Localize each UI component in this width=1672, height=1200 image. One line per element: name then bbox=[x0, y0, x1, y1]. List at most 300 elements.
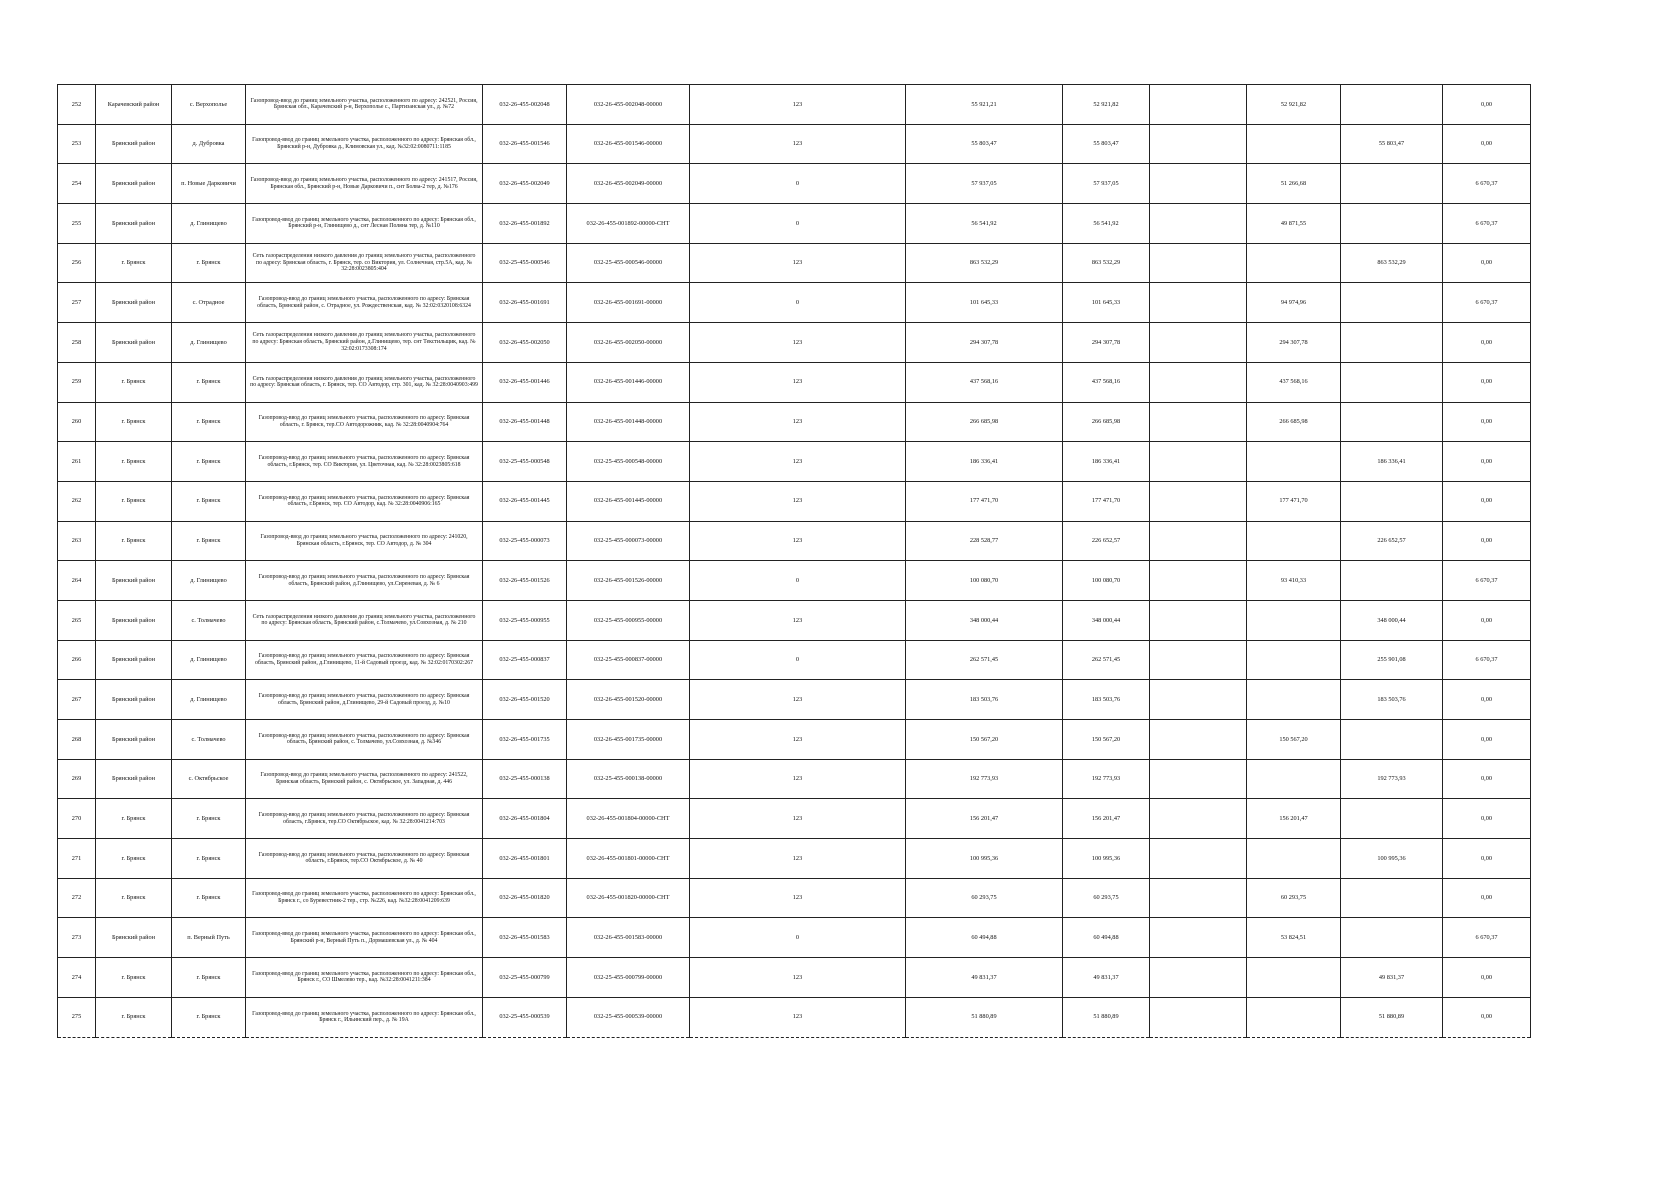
amount-source-a-cell: 51 266,68 bbox=[1247, 164, 1341, 204]
district-cell: г. Брянск bbox=[96, 997, 172, 1037]
row-number: 252 bbox=[58, 85, 96, 125]
object-code-cell: 032-26-455-002048 bbox=[483, 85, 567, 125]
inventory-code-cell: 032-26-455-001526-00000 bbox=[567, 561, 690, 601]
amount-cell: 192 773,93 bbox=[1063, 759, 1150, 799]
category-cell: 123 bbox=[690, 720, 906, 760]
district-cell: г. Брянск bbox=[96, 521, 172, 561]
table-row bbox=[58, 600, 1531, 640]
amount-total-cell: 437 568,16 bbox=[906, 362, 1063, 402]
inventory-code-cell: 032-25-455-000546-00000 bbox=[567, 243, 690, 283]
district-cell: г. Брянск bbox=[96, 839, 172, 879]
locality-cell: с. Толмачево bbox=[172, 720, 246, 760]
amount-remainder-cell: 0,00 bbox=[1443, 442, 1531, 482]
locality-cell: г. Брянск bbox=[172, 362, 246, 402]
district-cell: г. Брянск bbox=[96, 958, 172, 998]
locality-cell: п. Новые Дарковичи bbox=[172, 164, 246, 204]
amount-empty-cell bbox=[1150, 640, 1247, 680]
amount-empty-cell bbox=[1150, 283, 1247, 323]
locality-cell: с. Верхополье bbox=[172, 85, 246, 125]
row-number: 267 bbox=[58, 680, 96, 720]
amount-total-cell: 49 831,37 bbox=[906, 958, 1063, 998]
table-row bbox=[58, 323, 1531, 363]
locality-cell: д. Глинищево bbox=[172, 680, 246, 720]
locality-cell: с. Толмачево bbox=[172, 600, 246, 640]
row-number: 256 bbox=[58, 243, 96, 283]
object-code-cell: 032-26-455-001820 bbox=[483, 878, 567, 918]
amount-total-cell: 262 571,45 bbox=[906, 640, 1063, 680]
amount-source-a-cell bbox=[1247, 759, 1341, 799]
description-cell: Газопровод-ввод до границ земельного участка, расположенного по адресу: Брянская область, Брянский район, д.Глинищево, ул.Сиреневая, д. № 6 bbox=[246, 561, 483, 601]
amount-empty-cell bbox=[1150, 958, 1247, 998]
description-cell: Сеть газораспределения низкого давления до границ земельного участка, расположенного по адресу: Брянская область, г. Брянск, тер. СО Автодор, стр. 301, кад. № 32:28:0040903:499 bbox=[246, 362, 483, 402]
description-cell: Газопровод-ввод до границ земельного участка, расположенного по адресу: Брянская обл., Брянск г., СО Шмелево тер., кад. №32:28:0041211:384 bbox=[246, 958, 483, 998]
category-cell: 123 bbox=[690, 362, 906, 402]
row-number: 275 bbox=[58, 997, 96, 1037]
locality-cell: г. Брянск bbox=[172, 878, 246, 918]
inventory-code-cell: 032-26-455-002049-00000 bbox=[567, 164, 690, 204]
table-row bbox=[58, 243, 1531, 283]
amount-remainder-cell: 0,00 bbox=[1443, 85, 1531, 125]
description-cell: Газопровод-ввод до границ земельного участка, расположенного по адресу: Брянская обл., Брянский р-н, Глинищево д., снт Лесная Поляна тер, д. №110 bbox=[246, 204, 483, 244]
amount-remainder-cell: 0,00 bbox=[1443, 759, 1531, 799]
inventory-code-cell: 032-26-455-001892-00000-СНТ bbox=[567, 204, 690, 244]
amount-remainder-cell: 0,00 bbox=[1443, 521, 1531, 561]
amount-source-b-cell bbox=[1341, 204, 1443, 244]
amount-total-cell: 348 000,44 bbox=[906, 600, 1063, 640]
description-cell: Газопровод-ввод до границ земельного участка, расположенного по адресу: Брянская обл., Брянский р-н, Верный Путь п., Дормашевская ул., д. № 404 bbox=[246, 918, 483, 958]
object-code-cell: 032-26-455-001801 bbox=[483, 839, 567, 879]
amount-empty-cell bbox=[1150, 402, 1247, 442]
row-number: 253 bbox=[58, 124, 96, 164]
category-cell: 123 bbox=[690, 243, 906, 283]
locality-cell: г. Брянск bbox=[172, 958, 246, 998]
amount-source-a-cell bbox=[1247, 640, 1341, 680]
amount-source-b-cell: 55 803,47 bbox=[1341, 124, 1443, 164]
amount-source-a-cell bbox=[1247, 600, 1341, 640]
amount-cell: 262 571,45 bbox=[1063, 640, 1150, 680]
amount-empty-cell bbox=[1150, 243, 1247, 283]
row-number: 260 bbox=[58, 402, 96, 442]
description-cell: Газопровод-ввод до границ земельного участка, расположенного по адресу: Брянская обл., Брянск г., Ильинский пер., д. № 19А bbox=[246, 997, 483, 1037]
category-cell: 123 bbox=[690, 402, 906, 442]
amount-source-a-cell: 156 201,47 bbox=[1247, 799, 1341, 839]
amount-remainder-cell: 6 670,37 bbox=[1443, 283, 1531, 323]
table-row bbox=[58, 85, 1531, 125]
amount-source-a-cell bbox=[1247, 243, 1341, 283]
object-code-cell: 032-26-455-001583 bbox=[483, 918, 567, 958]
district-cell: Брянский район bbox=[96, 164, 172, 204]
row-number: 257 bbox=[58, 283, 96, 323]
inventory-code-cell: 032-25-455-000539-00000 bbox=[567, 997, 690, 1037]
amount-remainder-cell: 0,00 bbox=[1443, 839, 1531, 879]
amount-remainder-cell: 0,00 bbox=[1443, 997, 1531, 1037]
table-row bbox=[58, 204, 1531, 244]
description-cell: Газопровод-ввод до границ земельного участка, расположенного по адресу: Брянская область, Брянский район, д.Глинищево, 29-й Садовый проезд, д. №10 bbox=[246, 680, 483, 720]
object-code-cell: 032-26-455-001735 bbox=[483, 720, 567, 760]
amount-remainder-cell: 0,00 bbox=[1443, 402, 1531, 442]
amount-empty-cell bbox=[1150, 481, 1247, 521]
category-cell: 0 bbox=[690, 164, 906, 204]
locality-cell: д. Глинищево bbox=[172, 640, 246, 680]
object-code-cell: 032-26-455-001448 bbox=[483, 402, 567, 442]
inventory-code-cell: 032-26-455-001691-00000 bbox=[567, 283, 690, 323]
object-code-cell: 032-25-455-000539 bbox=[483, 997, 567, 1037]
amount-source-b-cell: 348 000,44 bbox=[1341, 600, 1443, 640]
row-number: 264 bbox=[58, 561, 96, 601]
locality-cell: с. Отрадное bbox=[172, 283, 246, 323]
amount-total-cell: 60 293,75 bbox=[906, 878, 1063, 918]
amount-source-b-cell bbox=[1341, 164, 1443, 204]
category-cell: 0 bbox=[690, 283, 906, 323]
amount-source-a-cell: 93 410,33 bbox=[1247, 561, 1341, 601]
row-number: 254 bbox=[58, 164, 96, 204]
object-code-cell: 032-26-455-001520 bbox=[483, 680, 567, 720]
amount-source-b-cell bbox=[1341, 362, 1443, 402]
amount-source-b-cell bbox=[1341, 918, 1443, 958]
inventory-code-cell: 032-26-455-001448-00000 bbox=[567, 402, 690, 442]
amount-total-cell: 55 803,47 bbox=[906, 124, 1063, 164]
amount-source-b-cell: 49 831,37 bbox=[1341, 958, 1443, 998]
category-cell: 0 bbox=[690, 204, 906, 244]
description-cell: Газопровод-ввод до границ земельного участка, расположенного по адресу: Брянская область, Брянский район, д.Глинищево, 11-й Садовый проезд, кад. № 32:02:0170302:267 bbox=[246, 640, 483, 680]
amount-cell: 348 000,44 bbox=[1063, 600, 1150, 640]
description-cell: Газопровод-ввод до границ земельного участка, расположенного по адресу: 241020, Брянская область, г.Брянск, тер. СО Автодор, д. № 304 bbox=[246, 521, 483, 561]
description-cell: Газопровод-ввод до границ земельного участка, расположенного по адресу: Брянская обл., Брянск г., со Буревестник-2 тер., стр. №226, кад. №32:28:0041209:639 bbox=[246, 878, 483, 918]
amount-source-a-cell: 266 685,98 bbox=[1247, 402, 1341, 442]
amount-cell: 863 532,29 bbox=[1063, 243, 1150, 283]
table-row bbox=[58, 958, 1531, 998]
category-cell: 123 bbox=[690, 839, 906, 879]
category-cell: 123 bbox=[690, 759, 906, 799]
amount-remainder-cell: 0,00 bbox=[1443, 362, 1531, 402]
row-number: 273 bbox=[58, 918, 96, 958]
description-cell: Сеть газораспределения низкого давления до границ земельного участка, расположенного по адресу: Брянская область, Брянский район, с.Толмачево, ул.Совхозная, д. № 210 bbox=[246, 600, 483, 640]
amount-total-cell: 101 645,33 bbox=[906, 283, 1063, 323]
district-cell: Брянский район bbox=[96, 283, 172, 323]
row-number: 259 bbox=[58, 362, 96, 402]
description-cell: Газопровод-ввод до границ земельного участка, расположенного по адресу: Брянская область, г.Брянск, тер.СО Октябрьское, д. № 40 bbox=[246, 839, 483, 879]
table-row bbox=[58, 442, 1531, 482]
description-cell: Газопровод-ввод до границ земельного участка, расположенного по адресу: Брянская область, Брянский район, с. Отрадное, ул. Рождественская, кад. № 32:02:0320108:6324 bbox=[246, 283, 483, 323]
inventory-code-cell: 032-25-455-000837-00000 bbox=[567, 640, 690, 680]
category-cell: 123 bbox=[690, 442, 906, 482]
description-cell: Газопровод-ввод до границ земельного участка, расположенного по адресу: 241522, Брянская область, Брянский район, с. Октябрьское, ул. Западная, д. 446 bbox=[246, 759, 483, 799]
amount-source-b-cell bbox=[1341, 402, 1443, 442]
amount-cell: 51 880,89 bbox=[1063, 997, 1150, 1037]
amount-cell: 100 995,36 bbox=[1063, 839, 1150, 879]
amount-cell: 52 921,82 bbox=[1063, 85, 1150, 125]
amount-empty-cell bbox=[1150, 204, 1247, 244]
object-code-cell: 032-25-455-000138 bbox=[483, 759, 567, 799]
inventory-code-cell: 032-26-455-002050-00000 bbox=[567, 323, 690, 363]
district-cell: Брянский район bbox=[96, 124, 172, 164]
amount-total-cell: 51 880,89 bbox=[906, 997, 1063, 1037]
district-cell: Брянский район bbox=[96, 918, 172, 958]
amount-empty-cell bbox=[1150, 680, 1247, 720]
category-cell: 123 bbox=[690, 323, 906, 363]
amount-total-cell: 177 471,70 bbox=[906, 481, 1063, 521]
amount-remainder-cell: 6 670,37 bbox=[1443, 640, 1531, 680]
amount-total-cell: 186 336,41 bbox=[906, 442, 1063, 482]
inventory-code-cell: 032-26-455-001446-00000 bbox=[567, 362, 690, 402]
inventory-code-cell: 032-26-455-001583-00000 bbox=[567, 918, 690, 958]
amount-cell: 60 494,88 bbox=[1063, 918, 1150, 958]
amount-source-b-cell: 100 995,36 bbox=[1341, 839, 1443, 879]
amount-cell: 437 568,16 bbox=[1063, 362, 1150, 402]
locality-cell: г. Брянск bbox=[172, 521, 246, 561]
row-number: 268 bbox=[58, 720, 96, 760]
inventory-code-cell: 032-25-455-000073-00000 bbox=[567, 521, 690, 561]
amount-remainder-cell: 0,00 bbox=[1443, 124, 1531, 164]
amount-source-b-cell bbox=[1341, 878, 1443, 918]
description-cell: Газопровод-ввод до границ земельного участка, расположенного по адресу: 241517, Россия, Брянская обл., Брянский р-н, Новые Дарковичи п., снт Болва-2 тер, д. №176 bbox=[246, 164, 483, 204]
district-cell: Брянский район bbox=[96, 204, 172, 244]
category-cell: 0 bbox=[690, 640, 906, 680]
district-cell: г. Брянск bbox=[96, 243, 172, 283]
locality-cell: г. Брянск bbox=[172, 442, 246, 482]
amount-source-a-cell bbox=[1247, 680, 1341, 720]
amount-cell: 226 652,57 bbox=[1063, 521, 1150, 561]
locality-cell: г. Брянск bbox=[172, 402, 246, 442]
amount-source-b-cell bbox=[1341, 481, 1443, 521]
amount-source-a-cell bbox=[1247, 521, 1341, 561]
inventory-code-cell: 032-26-455-001735-00000 bbox=[567, 720, 690, 760]
row-number: 263 bbox=[58, 521, 96, 561]
amount-source-a-cell: 150 567,20 bbox=[1247, 720, 1341, 760]
table-row bbox=[58, 839, 1531, 879]
row-number: 255 bbox=[58, 204, 96, 244]
category-cell: 123 bbox=[690, 997, 906, 1037]
object-code-cell: 032-26-455-001804 bbox=[483, 799, 567, 839]
object-code-cell: 032-25-455-000799 bbox=[483, 958, 567, 998]
category-cell: 123 bbox=[690, 958, 906, 998]
amount-source-a-cell: 294 307,78 bbox=[1247, 323, 1341, 363]
inventory-code-cell: 032-26-455-001445-00000 bbox=[567, 481, 690, 521]
inventory-code-cell: 032-25-455-000138-00000 bbox=[567, 759, 690, 799]
description-cell: Газопровод-ввод до границ земельного участка, расположенного по адресу: Брянская область, г.Брянск, тер.СО Октябрьское, кад. № 32:28:0041214:703 bbox=[246, 799, 483, 839]
amount-remainder-cell: 0,00 bbox=[1443, 243, 1531, 283]
amount-source-b-cell: 255 901,08 bbox=[1341, 640, 1443, 680]
row-number: 265 bbox=[58, 600, 96, 640]
locality-cell: п. Верный Путь bbox=[172, 918, 246, 958]
amount-source-b-cell bbox=[1341, 561, 1443, 601]
table-row bbox=[58, 878, 1531, 918]
amount-total-cell: 183 503,76 bbox=[906, 680, 1063, 720]
district-cell: Брянский район bbox=[96, 561, 172, 601]
category-cell: 0 bbox=[690, 918, 906, 958]
amount-total-cell: 57 937,05 bbox=[906, 164, 1063, 204]
amount-cell: 266 685,98 bbox=[1063, 402, 1150, 442]
amount-remainder-cell: 0,00 bbox=[1443, 680, 1531, 720]
row-number: 272 bbox=[58, 878, 96, 918]
category-cell: 123 bbox=[690, 600, 906, 640]
amount-empty-cell bbox=[1150, 164, 1247, 204]
inventory-code-cell: 032-25-455-000548-00000 bbox=[567, 442, 690, 482]
row-number: 270 bbox=[58, 799, 96, 839]
amount-source-a-cell: 94 974,96 bbox=[1247, 283, 1341, 323]
locality-cell: д. Глинищево bbox=[172, 561, 246, 601]
amount-remainder-cell: 6 670,37 bbox=[1443, 164, 1531, 204]
locality-cell: г. Брянск bbox=[172, 997, 246, 1037]
amount-empty-cell bbox=[1150, 878, 1247, 918]
description-cell: Сеть газораспределения низкого давления до границ земельного участка, расположенного по адресу: Брянская область, Брянский район, д.Глинищево, тер. снт Текстильщик, кад. № 32:02:0173308:174 bbox=[246, 323, 483, 363]
amount-total-cell: 156 201,47 bbox=[906, 799, 1063, 839]
district-cell: Брянский район bbox=[96, 720, 172, 760]
district-cell: г. Брянск bbox=[96, 442, 172, 482]
amount-empty-cell bbox=[1150, 521, 1247, 561]
object-code-cell: 032-25-455-000837 bbox=[483, 640, 567, 680]
amount-cell: 55 803,47 bbox=[1063, 124, 1150, 164]
inventory-code-cell: 032-26-455-001520-00000 bbox=[567, 680, 690, 720]
district-cell: г. Брянск bbox=[96, 362, 172, 402]
row-number: 262 bbox=[58, 481, 96, 521]
amount-total-cell: 100 080,70 bbox=[906, 561, 1063, 601]
amount-source-a-cell: 52 921,82 bbox=[1247, 85, 1341, 125]
amount-empty-cell bbox=[1150, 759, 1247, 799]
object-code-cell: 032-26-455-001892 bbox=[483, 204, 567, 244]
amount-total-cell: 55 921,21 bbox=[906, 85, 1063, 125]
amount-remainder-cell: 0,00 bbox=[1443, 600, 1531, 640]
amount-cell: 60 293,75 bbox=[1063, 878, 1150, 918]
table-row bbox=[58, 720, 1531, 760]
amount-cell: 150 567,20 bbox=[1063, 720, 1150, 760]
category-cell: 123 bbox=[690, 878, 906, 918]
table-row bbox=[58, 124, 1531, 164]
row-number: 269 bbox=[58, 759, 96, 799]
object-code-cell: 032-26-455-001526 bbox=[483, 561, 567, 601]
amount-source-b-cell: 192 773,93 bbox=[1341, 759, 1443, 799]
amount-total-cell: 228 528,77 bbox=[906, 521, 1063, 561]
object-code-cell: 032-26-455-001446 bbox=[483, 362, 567, 402]
category-cell: 0 bbox=[690, 561, 906, 601]
district-cell: Брянский район bbox=[96, 759, 172, 799]
amount-empty-cell bbox=[1150, 997, 1247, 1037]
amount-total-cell: 100 995,36 bbox=[906, 839, 1063, 879]
row-number: 266 bbox=[58, 640, 96, 680]
amount-source-a-cell bbox=[1247, 997, 1341, 1037]
district-cell: Брянский район bbox=[96, 640, 172, 680]
row-number: 258 bbox=[58, 323, 96, 363]
category-cell: 123 bbox=[690, 680, 906, 720]
amount-source-b-cell: 51 880,89 bbox=[1341, 997, 1443, 1037]
row-number: 271 bbox=[58, 839, 96, 879]
amount-source-b-cell: 183 503,76 bbox=[1341, 680, 1443, 720]
description-cell: Газопровод-ввод до границ земельного участка, расположенного по адресу: 242521, Россия, Брянская обл., Карачевский р-н, Верхополье с., Партизанская ул., д. №72 bbox=[246, 85, 483, 125]
row-number: 261 bbox=[58, 442, 96, 482]
table-row bbox=[58, 481, 1531, 521]
description-cell: Газопровод-ввод до границ земельного участка, расположенного по адресу: Брянская область, г.Брянск, тер. СО Виктория, ул. Цветочная, кад. № 32:28:0023805:618 bbox=[246, 442, 483, 482]
table-row bbox=[58, 640, 1531, 680]
description-cell: Газопровод-ввод до границ земельного участка, расположенного по адресу: Брянская обл., Брянский р-н, Дубровка д., Климовская ул., кад. №32:02:0080711:1185 bbox=[246, 124, 483, 164]
district-cell: г. Брянск bbox=[96, 878, 172, 918]
amount-cell: 183 503,76 bbox=[1063, 680, 1150, 720]
amount-source-a-cell: 177 471,70 bbox=[1247, 481, 1341, 521]
amount-total-cell: 863 532,29 bbox=[906, 243, 1063, 283]
amount-source-b-cell bbox=[1341, 720, 1443, 760]
amount-remainder-cell: 0,00 bbox=[1443, 958, 1531, 998]
amount-source-b-cell bbox=[1341, 799, 1443, 839]
amount-remainder-cell: 0,00 bbox=[1443, 720, 1531, 760]
amount-cell: 186 336,41 bbox=[1063, 442, 1150, 482]
amount-cell: 177 471,70 bbox=[1063, 481, 1150, 521]
locality-cell: д. Глинищево bbox=[172, 204, 246, 244]
amount-source-b-cell bbox=[1341, 323, 1443, 363]
amount-remainder-cell: 0,00 bbox=[1443, 481, 1531, 521]
object-code-cell: 032-25-455-000073 bbox=[483, 521, 567, 561]
district-cell: Брянский район bbox=[96, 323, 172, 363]
amount-source-b-cell: 863 532,29 bbox=[1341, 243, 1443, 283]
row-number: 274 bbox=[58, 958, 96, 998]
category-cell: 123 bbox=[690, 124, 906, 164]
inventory-code-cell: 032-26-455-001801-00000-СНТ bbox=[567, 839, 690, 879]
gas-pipeline-table bbox=[57, 84, 1531, 1038]
inventory-code-cell: 032-26-455-001820-00000-СНТ bbox=[567, 878, 690, 918]
description-cell: Газопровод-ввод до границ земельного участка, расположенного по адресу: Брянская область, Брянский район, с. Толмачево, ул.Совхозная, д. №346 bbox=[246, 720, 483, 760]
amount-empty-cell bbox=[1150, 362, 1247, 402]
amount-empty-cell bbox=[1150, 85, 1247, 125]
amount-source-a-cell bbox=[1247, 958, 1341, 998]
amount-empty-cell bbox=[1150, 442, 1247, 482]
amount-remainder-cell: 0,00 bbox=[1443, 878, 1531, 918]
amount-cell: 49 831,37 bbox=[1063, 958, 1150, 998]
locality-cell: г. Брянск bbox=[172, 243, 246, 283]
amount-empty-cell bbox=[1150, 323, 1247, 363]
amount-cell: 56 541,92 bbox=[1063, 204, 1150, 244]
locality-cell: г. Брянск bbox=[172, 799, 246, 839]
category-cell: 123 bbox=[690, 521, 906, 561]
document-page bbox=[57, 84, 1531, 1038]
amount-source-b-cell: 226 652,57 bbox=[1341, 521, 1443, 561]
object-code-cell: 032-25-455-000546 bbox=[483, 243, 567, 283]
amount-total-cell: 294 307,78 bbox=[906, 323, 1063, 363]
table-row bbox=[58, 561, 1531, 601]
locality-cell: д. Дубровка bbox=[172, 124, 246, 164]
amount-source-b-cell bbox=[1341, 283, 1443, 323]
locality-cell: г. Брянск bbox=[172, 839, 246, 879]
table-row bbox=[58, 521, 1531, 561]
amount-remainder-cell: 6 670,37 bbox=[1443, 561, 1531, 601]
amount-empty-cell bbox=[1150, 720, 1247, 760]
object-code-cell: 032-26-455-001445 bbox=[483, 481, 567, 521]
object-code-cell: 032-25-455-000548 bbox=[483, 442, 567, 482]
amount-source-a-cell bbox=[1247, 442, 1341, 482]
district-cell: Карачевский район bbox=[96, 85, 172, 125]
amount-cell: 57 937,05 bbox=[1063, 164, 1150, 204]
description-cell: Сеть газораспределения низкого давления до границ земельного участка, расположенного по адресу: Брянская область, г. Брянск, тер. со Виктория, ул. Солнечная, стр.5А, кад. № 32:28:0023805:404 bbox=[246, 243, 483, 283]
description-cell: Газопровод-ввод до границ земельного участка, расположенного по адресу: Брянская область, г. Брянск, тер.СО Автодорожник, кад. № 32:28:0040904:764 bbox=[246, 402, 483, 442]
amount-remainder-cell: 0,00 bbox=[1443, 323, 1531, 363]
table-row bbox=[58, 362, 1531, 402]
table-row bbox=[58, 680, 1531, 720]
amount-source-a-cell: 49 871,55 bbox=[1247, 204, 1341, 244]
district-cell: Брянский район bbox=[96, 600, 172, 640]
district-cell: г. Брянск bbox=[96, 799, 172, 839]
table-row bbox=[58, 997, 1531, 1037]
amount-empty-cell bbox=[1150, 839, 1247, 879]
table-row bbox=[58, 759, 1531, 799]
amount-cell: 100 080,70 bbox=[1063, 561, 1150, 601]
amount-remainder-cell: 6 670,37 bbox=[1443, 918, 1531, 958]
category-cell: 123 bbox=[690, 481, 906, 521]
amount-source-b-cell: 186 336,41 bbox=[1341, 442, 1443, 482]
table-body bbox=[58, 85, 1531, 1038]
category-cell: 123 bbox=[690, 85, 906, 125]
amount-empty-cell bbox=[1150, 124, 1247, 164]
amount-empty-cell bbox=[1150, 918, 1247, 958]
table-row bbox=[58, 799, 1531, 839]
amount-total-cell: 56 541,92 bbox=[906, 204, 1063, 244]
amount-source-a-cell bbox=[1247, 124, 1341, 164]
